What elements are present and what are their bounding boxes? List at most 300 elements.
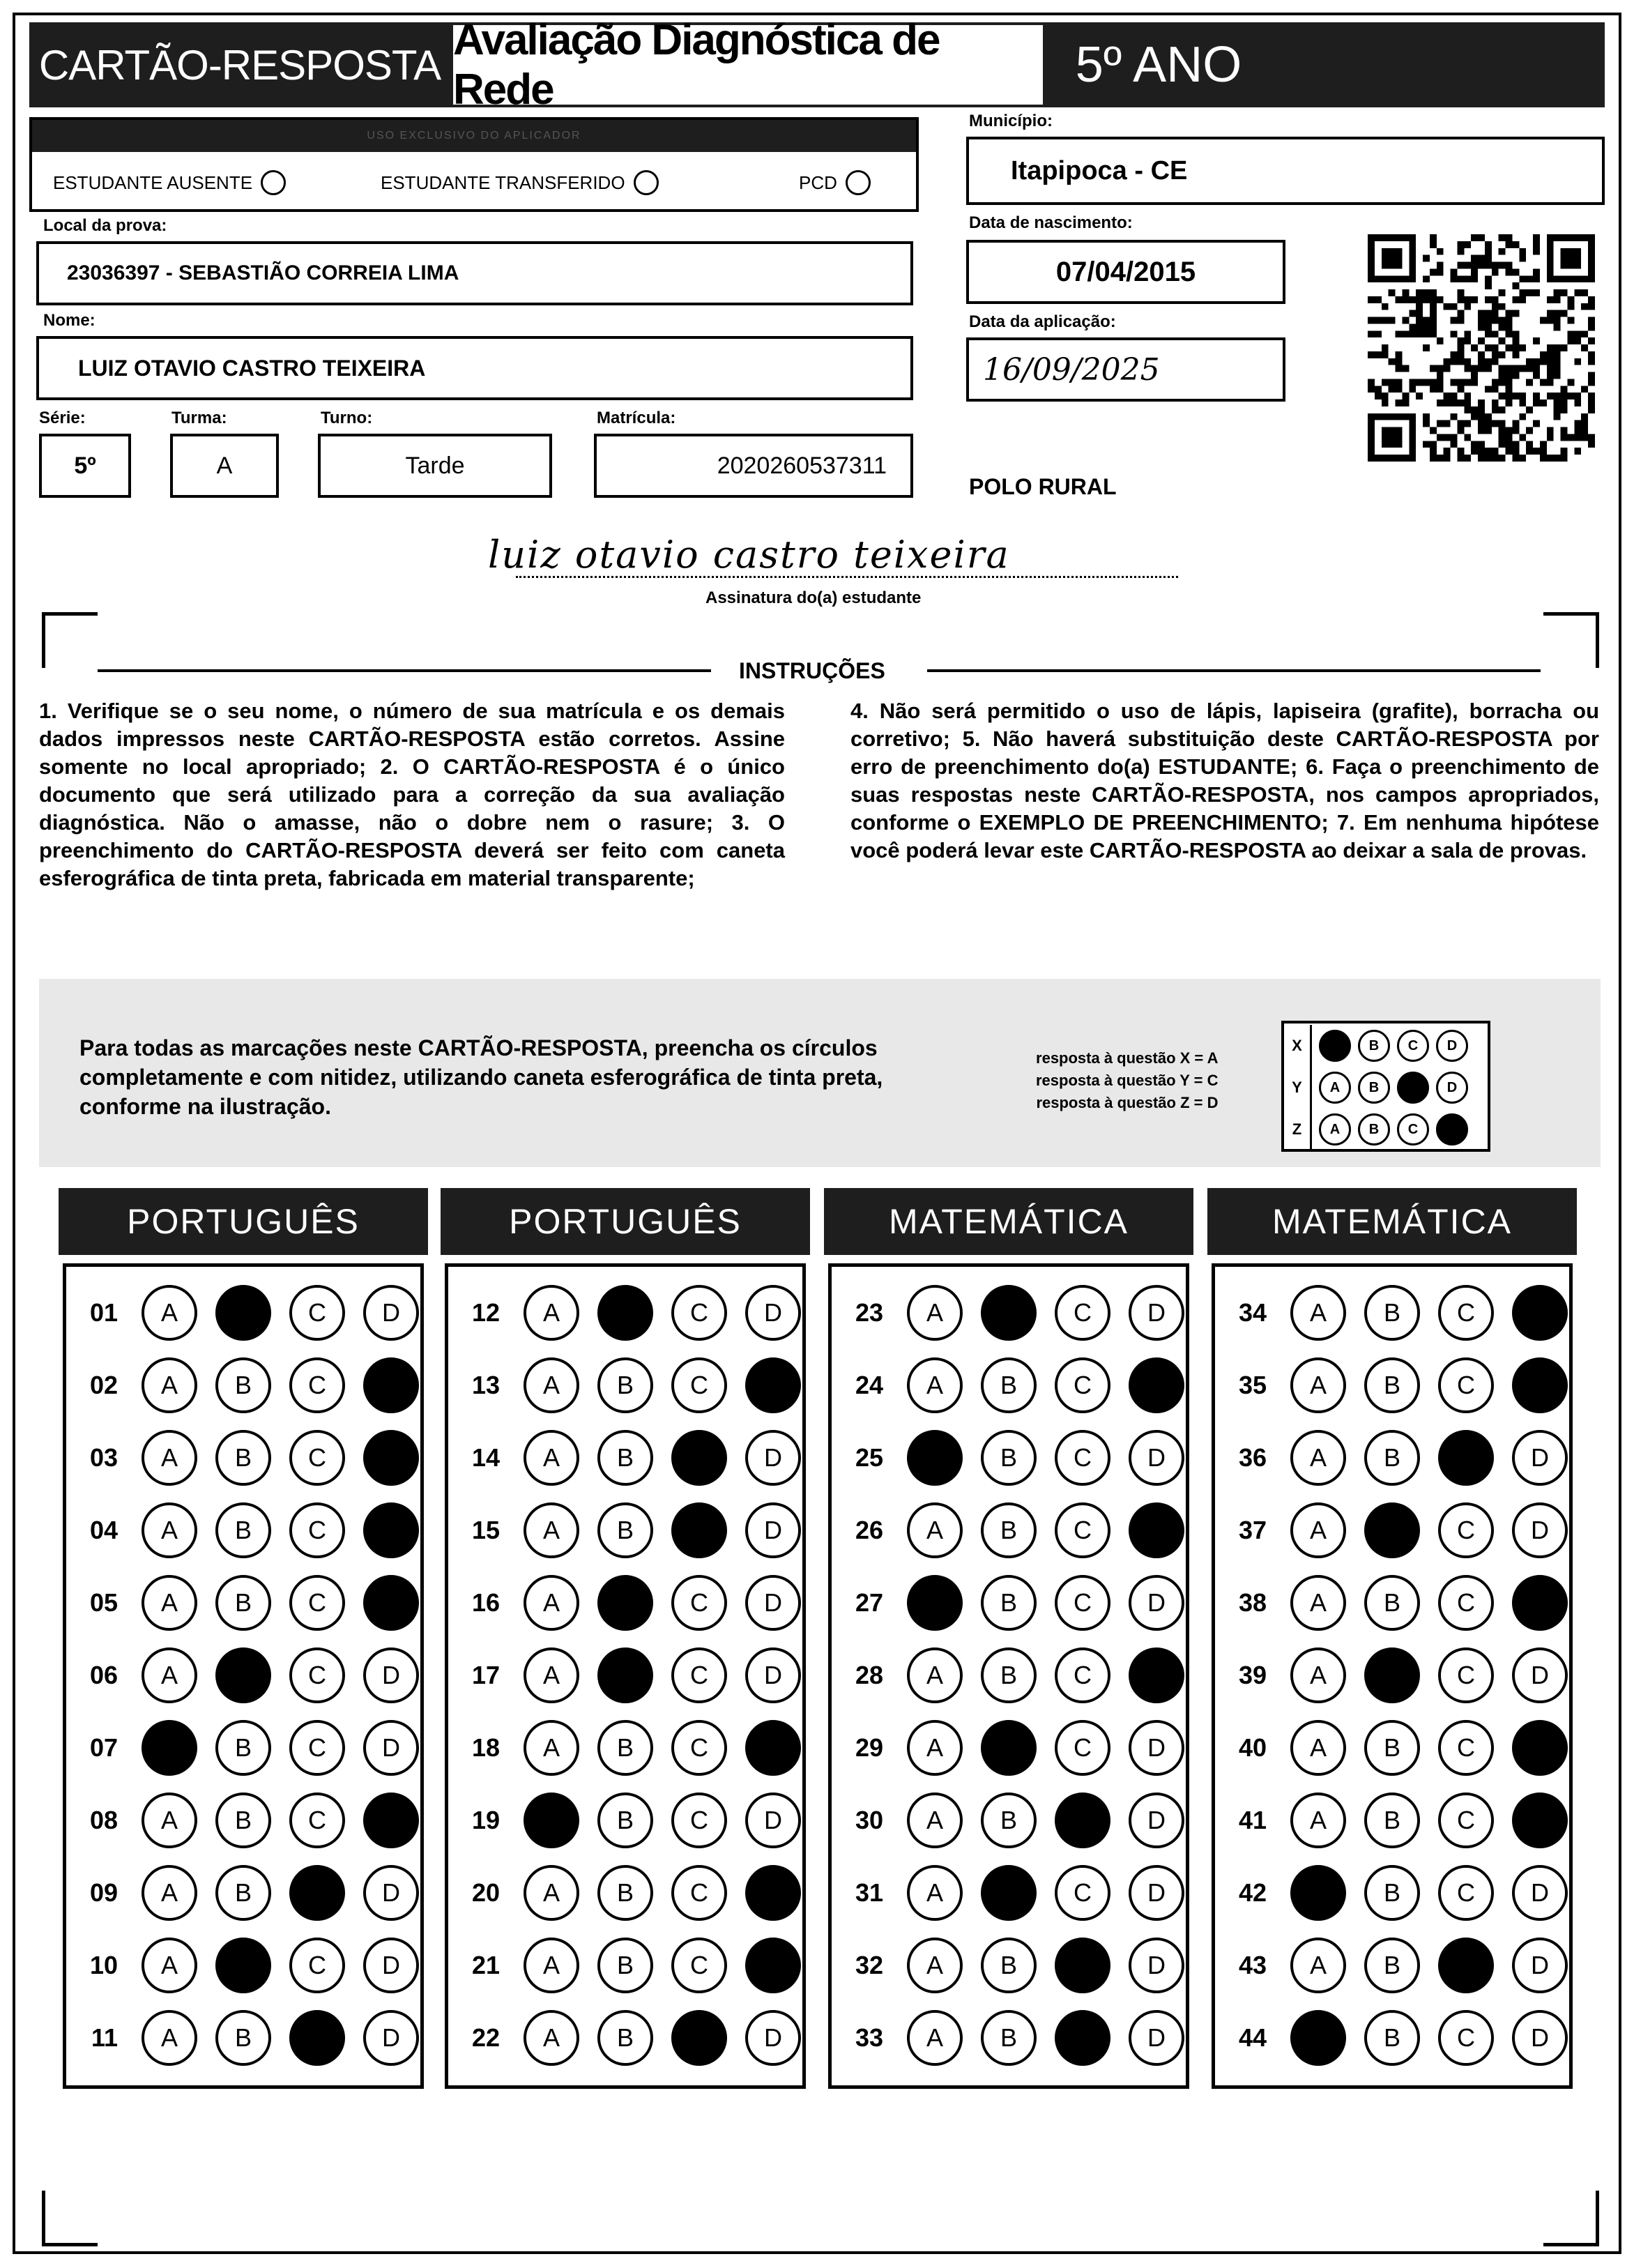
instructions-left: 1. Verifique se o seu nome, o número de sua matrícula e os demais dados impressos neste CARTÃO-RESPOSTA estão corretos. Assine somente no local apropriado; 2. O CARTÃO-RESPOSTA é o único documento que será utilizado para a correção da sua avaliação diagnóstica. Não o amasse, não o dobre nem o rasure; 3. O preenchimento do CARTÃO-RESPOSTA deverá ser feito com caneta esferográfica de tinta preta, fabricada em material transparente; <box>39 699 785 890</box>
example-bubble-b: B <box>1358 1072 1390 1104</box>
question-number: 33 <box>855 2023 883 2052</box>
answer-bubble-a[interactable]: A <box>524 2010 579 2066</box>
question-number: 37 <box>1238 1516 1267 1544</box>
answer-bubble-a[interactable]: A <box>524 1575 579 1631</box>
question-row <box>832 1712 1186 1784</box>
answer-bubble-c[interactable] <box>289 2010 345 2066</box>
answer-bubble-a[interactable]: A <box>1290 1720 1346 1776</box>
answer-bubble-c[interactable] <box>289 1865 345 1921</box>
question-number: 43 <box>1238 1951 1267 1979</box>
answer-bubble-c[interactable]: C <box>1438 1285 1494 1341</box>
answer-bubble-d[interactable]: D <box>1129 1430 1184 1486</box>
question-row <box>66 2002 420 2074</box>
answer-bubble-b[interactable]: B <box>981 1502 1037 1558</box>
answer-bubble-c[interactable]: C <box>671 1285 727 1341</box>
question-number: 03 <box>89 1443 118 1472</box>
applicator-box <box>29 117 919 212</box>
answer-bubble-c[interactable]: C <box>671 1575 727 1631</box>
answer-section <box>445 1263 806 2089</box>
example-answer-x: resposta à questão X = A <box>1036 1049 1219 1067</box>
answer-bubble-a[interactable]: A <box>1290 1502 1346 1558</box>
answer-bubble-d[interactable]: D <box>1129 1865 1184 1921</box>
answer-bubble-c[interactable]: C <box>671 1938 727 1993</box>
question-number: 40 <box>1238 1733 1267 1762</box>
answer-bubble-a[interactable]: A <box>142 1865 197 1921</box>
question-row <box>832 1494 1186 1567</box>
answer-bubble-d[interactable]: D <box>1512 1430 1568 1486</box>
question-row <box>66 1494 420 1567</box>
nascimento-field: 07/04/2015 <box>966 240 1285 304</box>
answer-bubble-a[interactable]: A <box>1290 1938 1346 1993</box>
question-row <box>66 1857 420 1929</box>
answer-bubble-d[interactable]: D <box>745 1430 801 1486</box>
signature-line <box>516 576 1178 578</box>
answer-bubble-a[interactable]: A <box>1290 1793 1346 1848</box>
answer-bubble-d[interactable] <box>745 1357 801 1413</box>
name-field: LUIZ OTAVIO CASTRO TEIXEIRA <box>36 336 913 400</box>
answer-bubble-b[interactable]: B <box>215 1430 271 1486</box>
question-row <box>448 1494 802 1567</box>
answer-bubble-b[interactable] <box>1364 1502 1420 1558</box>
question-number: 41 <box>1238 1806 1267 1834</box>
answer-bubble-d[interactable]: D <box>1512 1938 1568 1993</box>
question-row <box>1215 1784 1569 1857</box>
example-bubble-c: C <box>1397 1030 1429 1062</box>
corner-mark <box>1543 612 1599 668</box>
question-row <box>66 1712 420 1784</box>
question-number: 04 <box>89 1516 118 1544</box>
question-row <box>1215 1349 1569 1422</box>
example-row-label: X <box>1284 1025 1312 1067</box>
question-row <box>832 1349 1186 1422</box>
answer-bubble-a[interactable]: A <box>142 2010 197 2066</box>
answer-bubble-b[interactable]: B <box>1364 1285 1420 1341</box>
answer-bubble-c[interactable]: C <box>1438 1647 1494 1703</box>
section-title: MATEMÁTICA <box>824 1188 1193 1255</box>
answer-bubble-c[interactable] <box>1055 1793 1110 1848</box>
example-bubble-a: A <box>1319 1072 1351 1104</box>
question-row <box>1215 1639 1569 1712</box>
question-number: 12 <box>471 1298 500 1327</box>
answer-bubble-d[interactable] <box>745 1720 801 1776</box>
corner-mark <box>1543 2191 1599 2246</box>
answer-bubble-d[interactable]: D <box>363 1647 419 1703</box>
question-number: 17 <box>471 1661 500 1689</box>
question-number: 26 <box>855 1516 883 1544</box>
answer-bubble-d[interactable] <box>1129 1357 1184 1413</box>
question-row <box>66 1349 420 1422</box>
answer-bubble-d[interactable] <box>363 1502 419 1558</box>
answer-bubble-d[interactable]: D <box>1129 1938 1184 1993</box>
answer-bubble-a[interactable]: A <box>524 1938 579 1993</box>
question-row <box>66 1784 420 1857</box>
answer-bubble-b[interactable]: B <box>981 1793 1037 1848</box>
answer-bubble-b[interactable] <box>215 1647 271 1703</box>
turma-field: A <box>170 434 279 498</box>
answer-bubble-d[interactable] <box>1512 1357 1568 1413</box>
answer-bubble-d[interactable]: D <box>1129 2010 1184 2066</box>
question-number: 29 <box>855 1733 883 1762</box>
answer-bubble-d[interactable]: D <box>745 2010 801 2066</box>
question-row <box>448 1712 802 1784</box>
answer-bubble-b[interactable] <box>981 1285 1037 1341</box>
answer-bubble-c[interactable] <box>1055 2010 1110 2066</box>
answer-bubble-a[interactable] <box>1290 1865 1346 1921</box>
answer-bubble-b[interactable]: B <box>1364 2010 1420 2066</box>
nascimento-label: Data de nascimento: <box>969 213 1133 232</box>
question-row <box>66 1639 420 1712</box>
example-grid <box>1281 1021 1490 1152</box>
answer-bubble-b[interactable] <box>981 1720 1037 1776</box>
question-number: 06 <box>89 1661 118 1689</box>
polo-label: POLO RURAL <box>969 474 1117 499</box>
answer-bubble-a[interactable]: A <box>907 1285 963 1341</box>
answer-bubble-d[interactable]: D <box>1512 1647 1568 1703</box>
question-number: 42 <box>1238 1878 1267 1907</box>
answer-bubble-d[interactable] <box>363 1357 419 1413</box>
answer-bubble-b[interactable]: B <box>1364 1793 1420 1848</box>
answer-bubble-b[interactable]: B <box>597 1502 653 1558</box>
answer-bubble-b[interactable]: B <box>981 1575 1037 1631</box>
answer-bubble-c[interactable] <box>1055 1938 1110 1993</box>
answer-bubble-b[interactable] <box>1364 1647 1420 1703</box>
answer-bubble-b[interactable]: B <box>215 1357 271 1413</box>
answer-bubble-c[interactable]: C <box>1055 1647 1110 1703</box>
aplicacao-field: 16/09/2025 <box>966 337 1285 402</box>
example-row <box>1284 1109 1488 1150</box>
answer-bubble-c[interactable]: C <box>1438 1865 1494 1921</box>
question-number: 07 <box>89 1733 118 1762</box>
answer-bubble-b[interactable]: B <box>597 1357 653 1413</box>
answer-bubble-b[interactable]: B <box>215 1720 271 1776</box>
local-field: 23036397 - SEBASTIÃO CORREIA LIMA <box>36 241 913 305</box>
absent-option[interactable] <box>53 170 286 195</box>
answer-bubble-c[interactable]: C <box>671 1647 727 1703</box>
answer-bubble-d[interactable] <box>745 1865 801 1921</box>
answer-bubble-d[interactable]: D <box>363 1938 419 1993</box>
answer-bubble-a[interactable]: A <box>907 1793 963 1848</box>
turno-label: Turno: <box>321 409 373 427</box>
answer-bubble-a[interactable]: A <box>907 1720 963 1776</box>
answer-bubble-a[interactable]: A <box>142 1502 197 1558</box>
answer-bubble-d[interactable] <box>1512 1720 1568 1776</box>
absent-label: ESTUDANTE AUSENTE <box>53 172 253 193</box>
question-row <box>1215 1929 1569 2002</box>
answer-bubble-a[interactable]: A <box>142 1357 197 1413</box>
example-row <box>1284 1025 1488 1067</box>
question-number: 36 <box>1238 1443 1267 1472</box>
question-number: 44 <box>1238 2023 1267 2052</box>
fill-example <box>39 979 1601 1167</box>
answer-bubble-d[interactable]: D <box>745 1502 801 1558</box>
answer-bubble-b[interactable] <box>215 1938 271 1993</box>
transferred-option[interactable] <box>381 170 659 195</box>
answer-bubble-c[interactable]: C <box>1438 1720 1494 1776</box>
answer-bubble-c[interactable]: C <box>289 1793 345 1848</box>
answer-bubble-d[interactable]: D <box>1512 2010 1568 2066</box>
serie-label: Série: <box>39 409 86 427</box>
exam-title: Avaliação Diagnóstica de Rede <box>450 22 1046 107</box>
question-row <box>1215 1277 1569 1349</box>
answer-bubble-b[interactable] <box>597 1647 653 1703</box>
question-row <box>1215 1712 1569 1784</box>
answer-bubble-a[interactable]: A <box>1290 1575 1346 1631</box>
answer-bubble-c[interactable]: C <box>1438 2010 1494 2066</box>
question-number: 13 <box>471 1371 500 1399</box>
answer-bubble-b[interactable]: B <box>597 1430 653 1486</box>
answer-bubble-d[interactable] <box>745 1938 801 1993</box>
aplicacao-label: Data da aplicação: <box>969 312 1116 331</box>
answer-bubble-c[interactable]: C <box>1438 1575 1494 1631</box>
answer-bubble-b[interactable]: B <box>1364 1720 1420 1776</box>
answer-bubble-b[interactable]: B <box>981 2010 1037 2066</box>
signature-handwriting: luiz otavio castro teixeira <box>488 533 1010 577</box>
answer-bubble-d[interactable]: D <box>1129 1575 1184 1631</box>
answer-bubble-d[interactable]: D <box>1129 1720 1184 1776</box>
answer-bubble-c[interactable]: C <box>671 1793 727 1848</box>
answer-section <box>63 1263 424 2089</box>
grade-title: 5º ANO <box>1075 37 1242 93</box>
question-number: 39 <box>1238 1661 1267 1689</box>
answer-bubble-c[interactable]: C <box>289 1575 345 1631</box>
question-row <box>66 1422 420 1494</box>
instructions-title: INSTRUÇÕES <box>739 658 885 683</box>
example-row-label: Y <box>1284 1067 1312 1109</box>
question-number: 31 <box>855 1878 883 1907</box>
question-number: 22 <box>471 2023 500 2052</box>
answer-bubble-d[interactable]: D <box>745 1647 801 1703</box>
answer-bubble-c[interactable]: C <box>1055 1285 1110 1341</box>
name-label: Nome: <box>43 311 96 330</box>
answer-bubble-b[interactable]: B <box>215 1865 271 1921</box>
question-row <box>832 1422 1186 1494</box>
answer-bubble-d[interactable]: D <box>363 1720 419 1776</box>
question-number: 20 <box>471 1878 500 1907</box>
answer-bubble-b[interactable] <box>981 1865 1037 1921</box>
answer-bubble-d[interactable]: D <box>1512 1865 1568 1921</box>
answer-bubble-d[interactable] <box>1512 1575 1568 1631</box>
answer-bubble-b[interactable]: B <box>981 1938 1037 1993</box>
example-bubble-d <box>1436 1113 1468 1146</box>
question-row <box>448 1929 802 2002</box>
turma-label: Turma: <box>171 409 227 427</box>
answer-bubble-c[interactable]: C <box>1438 1502 1494 1558</box>
answer-bubble-a[interactable]: A <box>1290 1357 1346 1413</box>
question-row <box>448 1784 802 1857</box>
answer-bubble-c[interactable] <box>671 2010 727 2066</box>
applicator-band: USO EXCLUSIVO DO APLICADOR <box>32 120 916 152</box>
absent-bubble[interactable] <box>261 170 286 195</box>
answer-bubble-c[interactable]: C <box>289 1285 345 1341</box>
answer-bubble-a[interactable] <box>524 1793 579 1848</box>
question-row <box>66 1277 420 1349</box>
question-row <box>448 1349 802 1422</box>
answer-bubble-d[interactable]: D <box>1129 1793 1184 1848</box>
example-bubble-c: C <box>1397 1113 1429 1146</box>
question-number: 25 <box>855 1443 883 1472</box>
answer-bubble-c[interactable]: C <box>671 1357 727 1413</box>
answer-bubble-a[interactable]: A <box>142 1647 197 1703</box>
answer-bubble-d[interactable] <box>1512 1793 1568 1848</box>
answer-bubble-b[interactable] <box>597 1285 653 1341</box>
municipio-field: Itapipoca - CE <box>966 137 1605 205</box>
answer-bubble-b[interactable] <box>215 1285 271 1341</box>
answer-bubble-d[interactable]: D <box>1129 1285 1184 1341</box>
serie-field: 5º <box>39 434 131 498</box>
answer-bubble-b[interactable]: B <box>215 2010 271 2066</box>
answer-bubble-c[interactable]: C <box>1055 1575 1110 1631</box>
answer-bubble-a[interactable] <box>142 1720 197 1776</box>
answer-bubble-c[interactable]: C <box>671 1720 727 1776</box>
answer-bubble-d[interactable]: D <box>363 1285 419 1341</box>
answer-bubble-a[interactable]: A <box>907 1502 963 1558</box>
example-row <box>1284 1067 1488 1109</box>
answer-bubble-a[interactable]: A <box>907 1865 963 1921</box>
answer-bubble-c[interactable]: C <box>1055 1430 1110 1486</box>
answer-bubble-d[interactable]: D <box>1512 1502 1568 1558</box>
answer-bubble-a[interactable]: A <box>907 1647 963 1703</box>
header-bar <box>29 16 1605 114</box>
answer-bubble-a[interactable]: A <box>142 1793 197 1848</box>
answer-bubble-a[interactable]: A <box>524 1865 579 1921</box>
pcd-label: PCD <box>799 172 837 193</box>
answer-bubble-a[interactable]: A <box>524 1720 579 1776</box>
answer-bubble-b[interactable]: B <box>981 1647 1037 1703</box>
answer-bubble-b[interactable]: B <box>215 1502 271 1558</box>
answer-bubble-d[interactable] <box>1129 1502 1184 1558</box>
answer-bubble-b[interactable]: B <box>215 1793 271 1848</box>
answer-bubble-b[interactable]: B <box>1364 1938 1420 1993</box>
answer-bubble-b[interactable]: B <box>215 1575 271 1631</box>
answer-bubble-a[interactable]: A <box>907 1357 963 1413</box>
answer-bubble-a[interactable]: A <box>142 1575 197 1631</box>
question-row <box>448 1277 802 1349</box>
answer-bubble-d[interactable]: D <box>745 1575 801 1631</box>
answer-bubble-b[interactable]: B <box>1364 1575 1420 1631</box>
municipio-label: Município: <box>969 112 1053 130</box>
answer-bubble-a[interactable]: A <box>1290 1647 1346 1703</box>
pcd-option[interactable] <box>799 170 871 195</box>
answer-bubble-c[interactable] <box>671 1502 727 1558</box>
answer-bubble-a[interactable]: A <box>524 1285 579 1341</box>
answer-bubble-b[interactable]: B <box>1364 1865 1420 1921</box>
answer-bubble-c[interactable]: C <box>1055 1357 1110 1413</box>
question-row <box>1215 2002 1569 2074</box>
example-bubble-d: D <box>1436 1072 1468 1104</box>
answer-bubble-d[interactable] <box>1512 1285 1568 1341</box>
answer-bubble-a[interactable]: A <box>524 1502 579 1558</box>
answer-bubble-d[interactable] <box>363 1430 419 1486</box>
answer-bubble-c[interactable] <box>671 1430 727 1486</box>
answer-bubble-c[interactable]: C <box>1438 1793 1494 1848</box>
question-number: 30 <box>855 1806 883 1834</box>
transferred-label: ESTUDANTE TRANSFERIDO <box>381 172 625 193</box>
example-bubble-c <box>1397 1072 1429 1104</box>
answer-bubble-d[interactable] <box>1129 1647 1184 1703</box>
example-bubble-d: D <box>1436 1030 1468 1062</box>
answer-bubble-a[interactable] <box>907 1575 963 1631</box>
answer-bubble-d[interactable]: D <box>745 1285 801 1341</box>
answer-bubble-a[interactable]: A <box>524 1430 579 1486</box>
question-row <box>832 1567 1186 1639</box>
transferred-bubble[interactable] <box>634 170 659 195</box>
question-number: 28 <box>855 1661 883 1689</box>
turno-field: Tarde <box>318 434 552 498</box>
section-title: PORTUGUÊS <box>441 1188 810 1255</box>
answer-bubble-b[interactable]: B <box>597 1720 653 1776</box>
answer-bubble-c[interactable]: C <box>289 1502 345 1558</box>
example-text: Para todas as marcações neste CARTÃO-RESPOSTA, preencha os círculos completamente e com nitidez, utilizando caneta esferográfica de tinta preta, conforme na ilustração. <box>79 1035 883 1119</box>
answer-bubble-c[interactable]: C <box>289 1430 345 1486</box>
matricula-label: Matrícula: <box>597 409 676 427</box>
answer-bubble-a[interactable]: A <box>142 1285 197 1341</box>
answer-bubble-c[interactable]: C <box>1055 1865 1110 1921</box>
answer-bubble-a[interactable]: A <box>142 1430 197 1486</box>
answer-bubble-c[interactable] <box>1438 1938 1494 1993</box>
answer-bubble-a[interactable] <box>907 1430 963 1486</box>
example-bubble-b: B <box>1358 1113 1390 1146</box>
question-row <box>832 1929 1186 2002</box>
answer-bubble-c[interactable]: C <box>1055 1720 1110 1776</box>
question-number: 05 <box>89 1588 118 1617</box>
answer-bubble-a[interactable]: A <box>1290 1285 1346 1341</box>
answer-bubble-b[interactable]: B <box>1364 1430 1420 1486</box>
answer-bubble-b[interactable]: B <box>597 1938 653 1993</box>
question-row <box>66 1567 420 1639</box>
answer-bubble-a[interactable]: A <box>524 1647 579 1703</box>
answer-bubble-a[interactable]: A <box>524 1357 579 1413</box>
answer-bubble-b[interactable] <box>597 1575 653 1631</box>
example-answer-y: resposta à questão Y = C <box>1036 1072 1219 1089</box>
answer-bubble-a[interactable] <box>1290 2010 1346 2066</box>
answer-bubble-d[interactable]: D <box>363 1865 419 1921</box>
answer-bubble-c[interactable] <box>1438 1430 1494 1486</box>
question-number: 18 <box>471 1733 500 1762</box>
answer-bubble-b[interactable]: B <box>597 2010 653 2066</box>
answer-bubble-d[interactable]: D <box>363 2010 419 2066</box>
answer-bubble-a[interactable]: A <box>907 2010 963 2066</box>
answer-bubble-d[interactable] <box>363 1575 419 1631</box>
question-number: 08 <box>89 1806 118 1834</box>
answer-bubble-d[interactable] <box>363 1793 419 1848</box>
answer-bubble-a[interactable]: A <box>1290 1430 1346 1486</box>
answer-bubble-c[interactable]: C <box>1438 1357 1494 1413</box>
answer-bubble-c[interactable]: C <box>289 1938 345 1993</box>
answer-bubble-c[interactable]: C <box>1055 1502 1110 1558</box>
corner-mark <box>42 612 98 668</box>
question-number: 38 <box>1238 1588 1267 1617</box>
answer-bubble-c[interactable]: C <box>289 1720 345 1776</box>
answer-bubble-c[interactable]: C <box>289 1647 345 1703</box>
answer-bubble-b[interactable]: B <box>981 1357 1037 1413</box>
example-answers <box>1036 1047 1218 1114</box>
answer-bubble-b[interactable]: B <box>597 1793 653 1848</box>
answer-bubble-c[interactable]: C <box>289 1357 345 1413</box>
question-row <box>832 2002 1186 2074</box>
question-row <box>832 1639 1186 1712</box>
answer-bubble-b[interactable]: B <box>1364 1357 1420 1413</box>
pcd-bubble[interactable] <box>846 170 871 195</box>
answer-bubble-d[interactable]: D <box>745 1793 801 1848</box>
answer-bubble-b[interactable]: B <box>981 1430 1037 1486</box>
answer-bubble-c[interactable]: C <box>671 1865 727 1921</box>
answer-bubble-a[interactable]: A <box>142 1938 197 1993</box>
answer-bubble-a[interactable]: A <box>907 1938 963 1993</box>
question-number: 16 <box>471 1588 500 1617</box>
question-number: 19 <box>471 1806 500 1834</box>
question-row <box>448 1567 802 1639</box>
answer-bubble-b[interactable]: B <box>597 1865 653 1921</box>
